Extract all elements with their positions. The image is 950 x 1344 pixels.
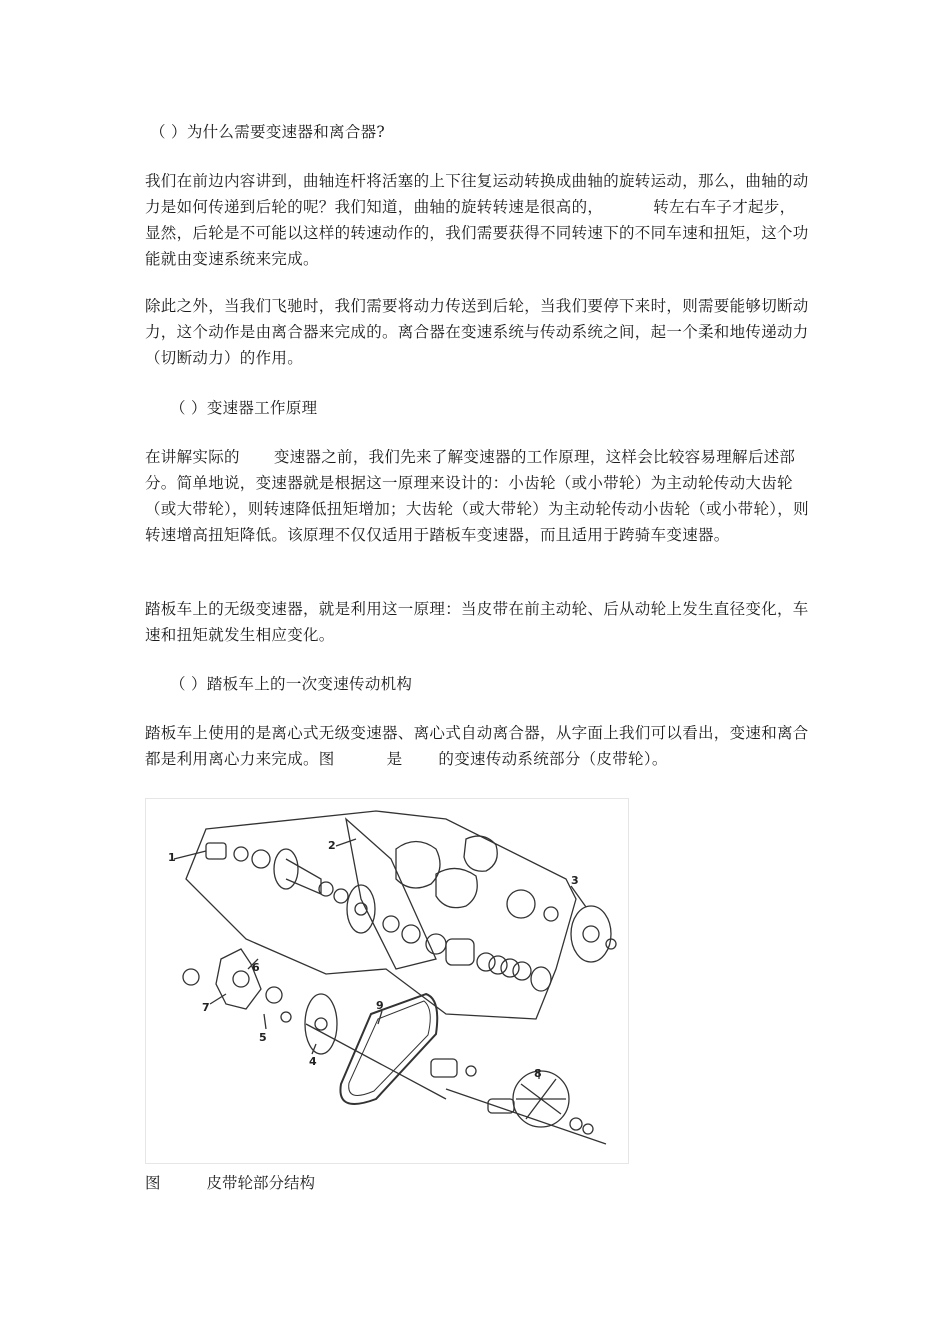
paragraph-clutch-role: 除此之外，当我们飞驰时，我们需要将动力传送到后轮，当我们要停下来时，则需要能够切断动力，这个动作是由离合器来完成的。离合器在变速系统与传动系统之间，起一个柔和地传递动力（切断动力）的作用。 (145, 297, 809, 367)
figure-caption-text: 皮带轮部分结构 (206, 1174, 316, 1192)
part-number-9: 9 (376, 999, 384, 1012)
part-number-5: 5 (259, 1031, 267, 1044)
part-number-3: 3 (571, 874, 579, 887)
figure-caption-prefix: 图 (145, 1174, 161, 1192)
paragraph-centrifugal-text-c: 的变速传动系统部分（皮带轮）。 (438, 750, 668, 768)
part-number-8: 8 (534, 1067, 542, 1080)
paragraph-gear-text-b: 变速器之前，我们先来了解变速器的工作原理，这样会比较容易理解后述部分。简单地说，变速器就是根据这一原理来设计的：小齿轮（或小带轮）为主动轮传动大齿轮（或大带轮），则转速降低扭矩增加；大齿轮（或大带轮）为主动轮传动小齿轮（或小带轮），则转速增高扭矩降低。该原理不仅仅适用于踏板车变速器，而且适用于跨骑车变速器。 (145, 448, 809, 544)
part-number-6: 6 (252, 961, 260, 974)
paragraph-centrifugal-text-b: 是 (386, 750, 403, 768)
paragraph-centrifugal (145, 720, 810, 772)
part-number-7: 7 (202, 1001, 210, 1014)
paragraph-centrifugal-text-a: 踏板车上使用的是离心式无级变速器、离心式自动离合器，从字面上我们可以看出，变速和离合都是利用离心力来完成。图 (145, 724, 809, 768)
paragraph-cvt-principle: 踏板车上的无级变速器，就是利用这一原理：当皮带在前主动轮、后从动轮上发生直径变化，车速和扭矩就发生相应变化。 (145, 600, 809, 644)
paragraph-gear-text-a: 在讲解实际的 (145, 448, 240, 466)
part-number-1: 1 (168, 851, 176, 864)
heading-why-transmission: （ ）为什么需要变速器和离合器? (150, 123, 386, 141)
pulley-diagram-svg (146, 799, 628, 1163)
heading-transmission-principle: （ ）变速器工作原理 (170, 399, 318, 417)
figure-caption (145, 1172, 315, 1194)
part-number-4: 4 (309, 1055, 317, 1068)
part-number-labels (168, 839, 579, 1080)
paragraph-gear-principle (145, 444, 810, 548)
pulley-exploded-diagram (145, 798, 629, 1164)
paragraph-crankshaft-power (145, 168, 810, 272)
heading-scooter-transmission: （ ）踏板车上的一次变速传动机构 (170, 675, 413, 693)
paragraph-crankshaft-text-b: 转左右车子才起步，显然，后轮是不可能以这样的转速动作的，我们需要获得不同转速下的不同车速和扭矩，这个功能就由变速系统来完成。 (145, 198, 809, 268)
part-number-2: 2 (328, 839, 336, 852)
paragraph-crankshaft-text-a: 我们在前边内容讲到，曲轴连杆将活塞的上下往复运动转换成曲轴的旋转运动，那么，曲轴的动力是如何传递到后轮的呢？我们知道，曲轴的旋转转速是很高的， (145, 172, 809, 216)
